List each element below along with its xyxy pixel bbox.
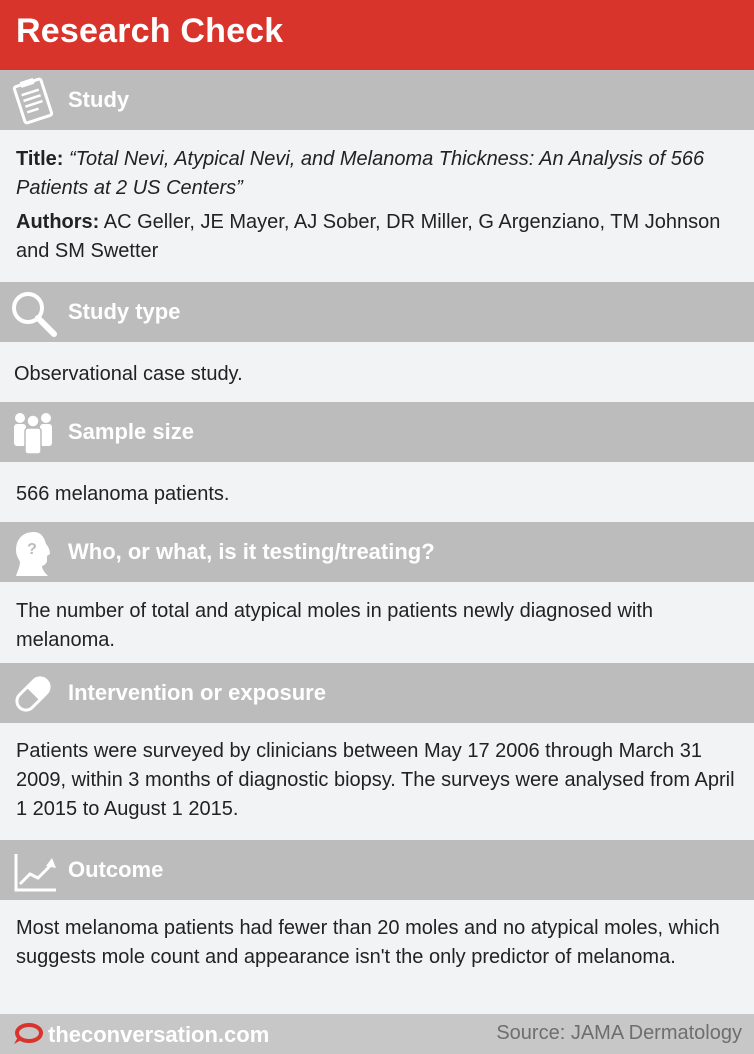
section-intervention-heading: Intervention or exposure — [68, 680, 326, 705]
section-study-header — [0, 70, 754, 130]
section-testing-heading: Who, or what, is it testing/treating? — [68, 539, 435, 564]
section-sample-size-heading: Sample size — [68, 419, 194, 444]
footer-bar — [0, 1014, 754, 1054]
sample-size-text: 566 melanoma patients. — [16, 483, 230, 505]
section-study-type-heading: Study type — [68, 299, 181, 324]
pill-icon — [8, 669, 58, 719]
clipboard-icon — [8, 76, 58, 126]
study-authors-label: Authors: — [16, 211, 100, 233]
head-question-icon — [8, 528, 58, 578]
study-title-block — [16, 145, 741, 203]
footer-source: Source: JAMA Dermatology — [496, 1022, 742, 1044]
study-authors-value: AC Geller, JE Mayer, AJ Sober, DR Miller, G Argenziano, TM Johnson and SM Swetter — [16, 211, 721, 262]
line-graph-icon — [8, 846, 58, 896]
people-icon — [8, 408, 58, 458]
speech-bubble-icon — [12, 1022, 44, 1046]
page-title: Research Check — [16, 12, 284, 50]
study-type-text: Observational case study. — [14, 363, 243, 385]
outcome-text: Most melanoma patients had fewer than 20 moles and no atypical moles, which suggests mole count and appearance isn't the only predictor of melanoma. — [16, 917, 720, 968]
section-outcome-header — [0, 840, 754, 900]
study-authors-block — [16, 208, 741, 266]
section-testing-header — [0, 522, 754, 582]
testing-text: The number of total and atypical moles in patients newly diagnosed with melanoma. — [16, 600, 654, 651]
study-title-value: “Total Nevi, Atypical Nevi, and Melanoma Thickness: An Analysis of 566 Patients at 2 US Centers” — [16, 148, 705, 199]
svg-text:?: ? — [27, 541, 37, 558]
intervention-text: Patients were surveyed by clinicians between May 17 2006 through March 31 2009, within 3 months of diagnostic biopsy. The surveys were analysed from April 1 2015 to August 1 2015. — [16, 740, 735, 820]
study-title-label: Title: — [16, 148, 64, 170]
section-intervention-header — [0, 663, 754, 723]
section-sample-size-header — [0, 402, 754, 462]
section-study-type-header — [0, 282, 754, 342]
section-study-heading: Study — [68, 87, 130, 112]
section-outcome-heading: Outcome — [68, 857, 164, 882]
footer-brand[interactable]: theconversation.com — [48, 1022, 270, 1047]
magnifier-icon — [8, 288, 58, 338]
header-bar — [0, 0, 754, 70]
